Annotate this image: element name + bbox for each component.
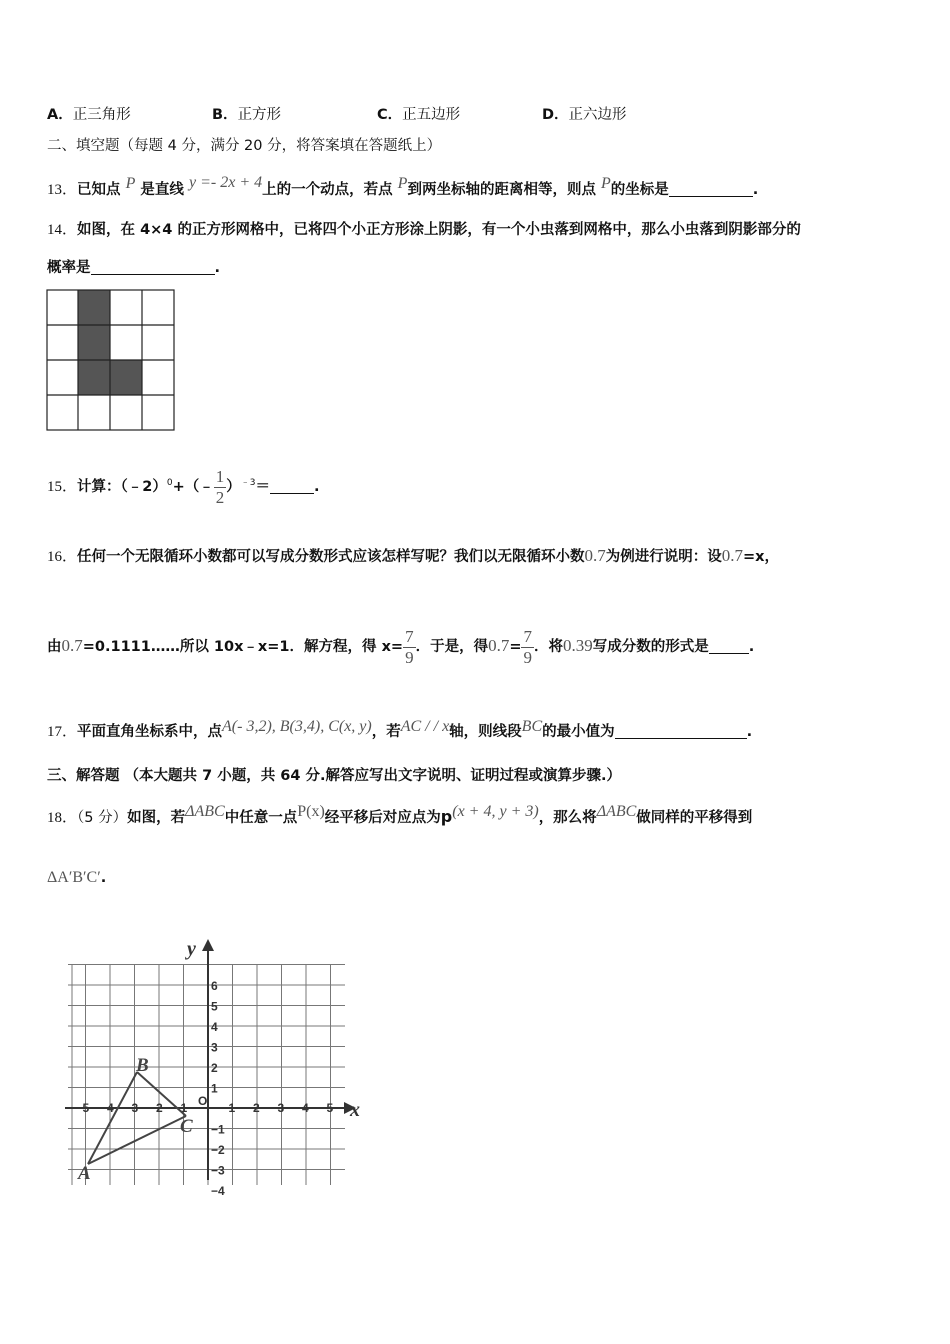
y-axis-label: y: [187, 938, 196, 960]
shaded-cell: [78, 325, 110, 360]
x-axis-label: x: [350, 1099, 360, 1121]
triangle-abc: [88, 1072, 186, 1164]
fraction-seven-ninths: $\frac{7}{9}$: [523, 626, 532, 667]
segment-ca: [88, 1116, 186, 1164]
repeating-decimal: 0.7: [488, 636, 510, 655]
answer-blank: [669, 182, 753, 197]
answer-blank: [91, 260, 215, 275]
y-tick-label: 3: [211, 1040, 218, 1055]
y-tick-label: −1: [211, 1122, 225, 1137]
grid-lines: [47, 290, 174, 430]
x-tick-label: −5: [75, 1101, 90, 1115]
point-c-label: C: [180, 1116, 193, 1137]
option-d: D．正六边形: [542, 107, 627, 123]
shaded-cell: [78, 290, 110, 325]
x-tick-label: 3: [277, 1101, 285, 1115]
x-tick-label: −2: [149, 1101, 163, 1115]
y-tick-label: 4: [211, 1020, 218, 1034]
shaded-cell: [110, 360, 142, 395]
point-a-label: A: [78, 1163, 91, 1184]
fraction-seven-ninths: $\frac{7}{9}$: [405, 626, 414, 667]
option-b: B．正方形: [212, 107, 282, 123]
y-tick-label: −2: [211, 1143, 225, 1157]
y-tick-label: −3: [211, 1163, 225, 1178]
repeating-decimal: 0.7: [584, 546, 606, 565]
y-axis-arrow: [202, 939, 214, 951]
question-14: 14．如图，在 4×4 的正方形网格中，已将四个小正方形涂上阴影，有一个小虫落到网格中，那么小虫落到阴影部分的: [47, 222, 801, 238]
x-tick-label: 4: [302, 1101, 309, 1115]
y-tick-labels: [211, 979, 225, 1198]
repeating-decimal: 0.39: [562, 636, 593, 655]
shaded-cell: [78, 360, 110, 395]
x-tick-label: −3: [124, 1101, 139, 1115]
shaded-grid-figure: [46, 289, 176, 432]
x-tick-label: 1: [228, 1101, 236, 1115]
x-tick-label: −1: [173, 1101, 188, 1115]
answer-blank: [615, 724, 747, 739]
origin-label: O: [198, 1094, 208, 1108]
question-16: 16．任何一个无限循环小数都可以写成分数形式应该怎样写呢？我们以无限循环小数0.7为例进行说明：设0.7=x，: [47, 546, 780, 565]
answer-blank: [709, 639, 749, 654]
answer-blank: [270, 479, 314, 494]
question-18-line2: ΔA′B′C′.: [47, 869, 107, 886]
section-3-title: 三、解答题 （本大题共 7 小题，共 64 分.解答应写出文字说明、证明过程或演算步骤.）: [47, 768, 622, 784]
question-13: 13．已知点 P 是直线 y =- 2x + 4上的一个动点，若点 P到两坐标轴的距离相等，则点 P的坐标是 .: [47, 174, 759, 198]
x-tick-label: 5: [326, 1101, 334, 1115]
question-16-line2: 由0.7=0.1111……所以 10x﹣x=1．解方程，得 x= $\frac{7}{9}$ ．于是，得0.7= $\frac{7}{9}$ ．将0.39写成分数的形式是 .: [47, 626, 755, 667]
option-a: A．正三角形: [47, 107, 131, 123]
section-2-title: 二、填空题（每题 4 分，满分 20 分，将答案填在答题纸上）: [47, 138, 442, 154]
x-tick-label: −4: [100, 1101, 114, 1115]
x-tick-label: 2: [253, 1101, 260, 1115]
point-b-label: B: [136, 1055, 149, 1076]
coordinate-grid: [68, 965, 345, 1186]
segment-ab: [88, 1072, 137, 1164]
option-c: C．正五边形: [377, 107, 461, 123]
question-15: 15．计算：（﹣2）$^0$+（﹣ $\frac{1}{2}$ ）$^{﹣3}$＝ .: [47, 466, 320, 507]
fraction-one-half: $\frac{1}{2}$: [215, 466, 225, 507]
y-tick-label: 5: [211, 999, 218, 1014]
repeating-decimal: 0.7: [721, 546, 744, 565]
y-tick-label: −4: [211, 1184, 225, 1198]
coordinate-plane-figure: [60, 935, 370, 1198]
question-18: 18．（5 分）如图，若ΔABC中任意一点P(x)经平移后对应点为p(x + 4, y + 3)，那么将ΔABC做同样的平移得到: [47, 803, 753, 826]
y-tick-label: 6: [211, 979, 218, 993]
y-tick-label: 2: [211, 1061, 218, 1075]
question-14-line2: 概率是 .: [47, 260, 221, 276]
y-tick-label: 1: [211, 1081, 218, 1096]
question-17: 17．平面直角坐标系中，点A(- 3,2), B(3,4), C(x, y)，若AC / / x轴，则线段BC的最小值为 .: [47, 718, 753, 740]
repeating-decimal: 0.7: [61, 636, 83, 655]
